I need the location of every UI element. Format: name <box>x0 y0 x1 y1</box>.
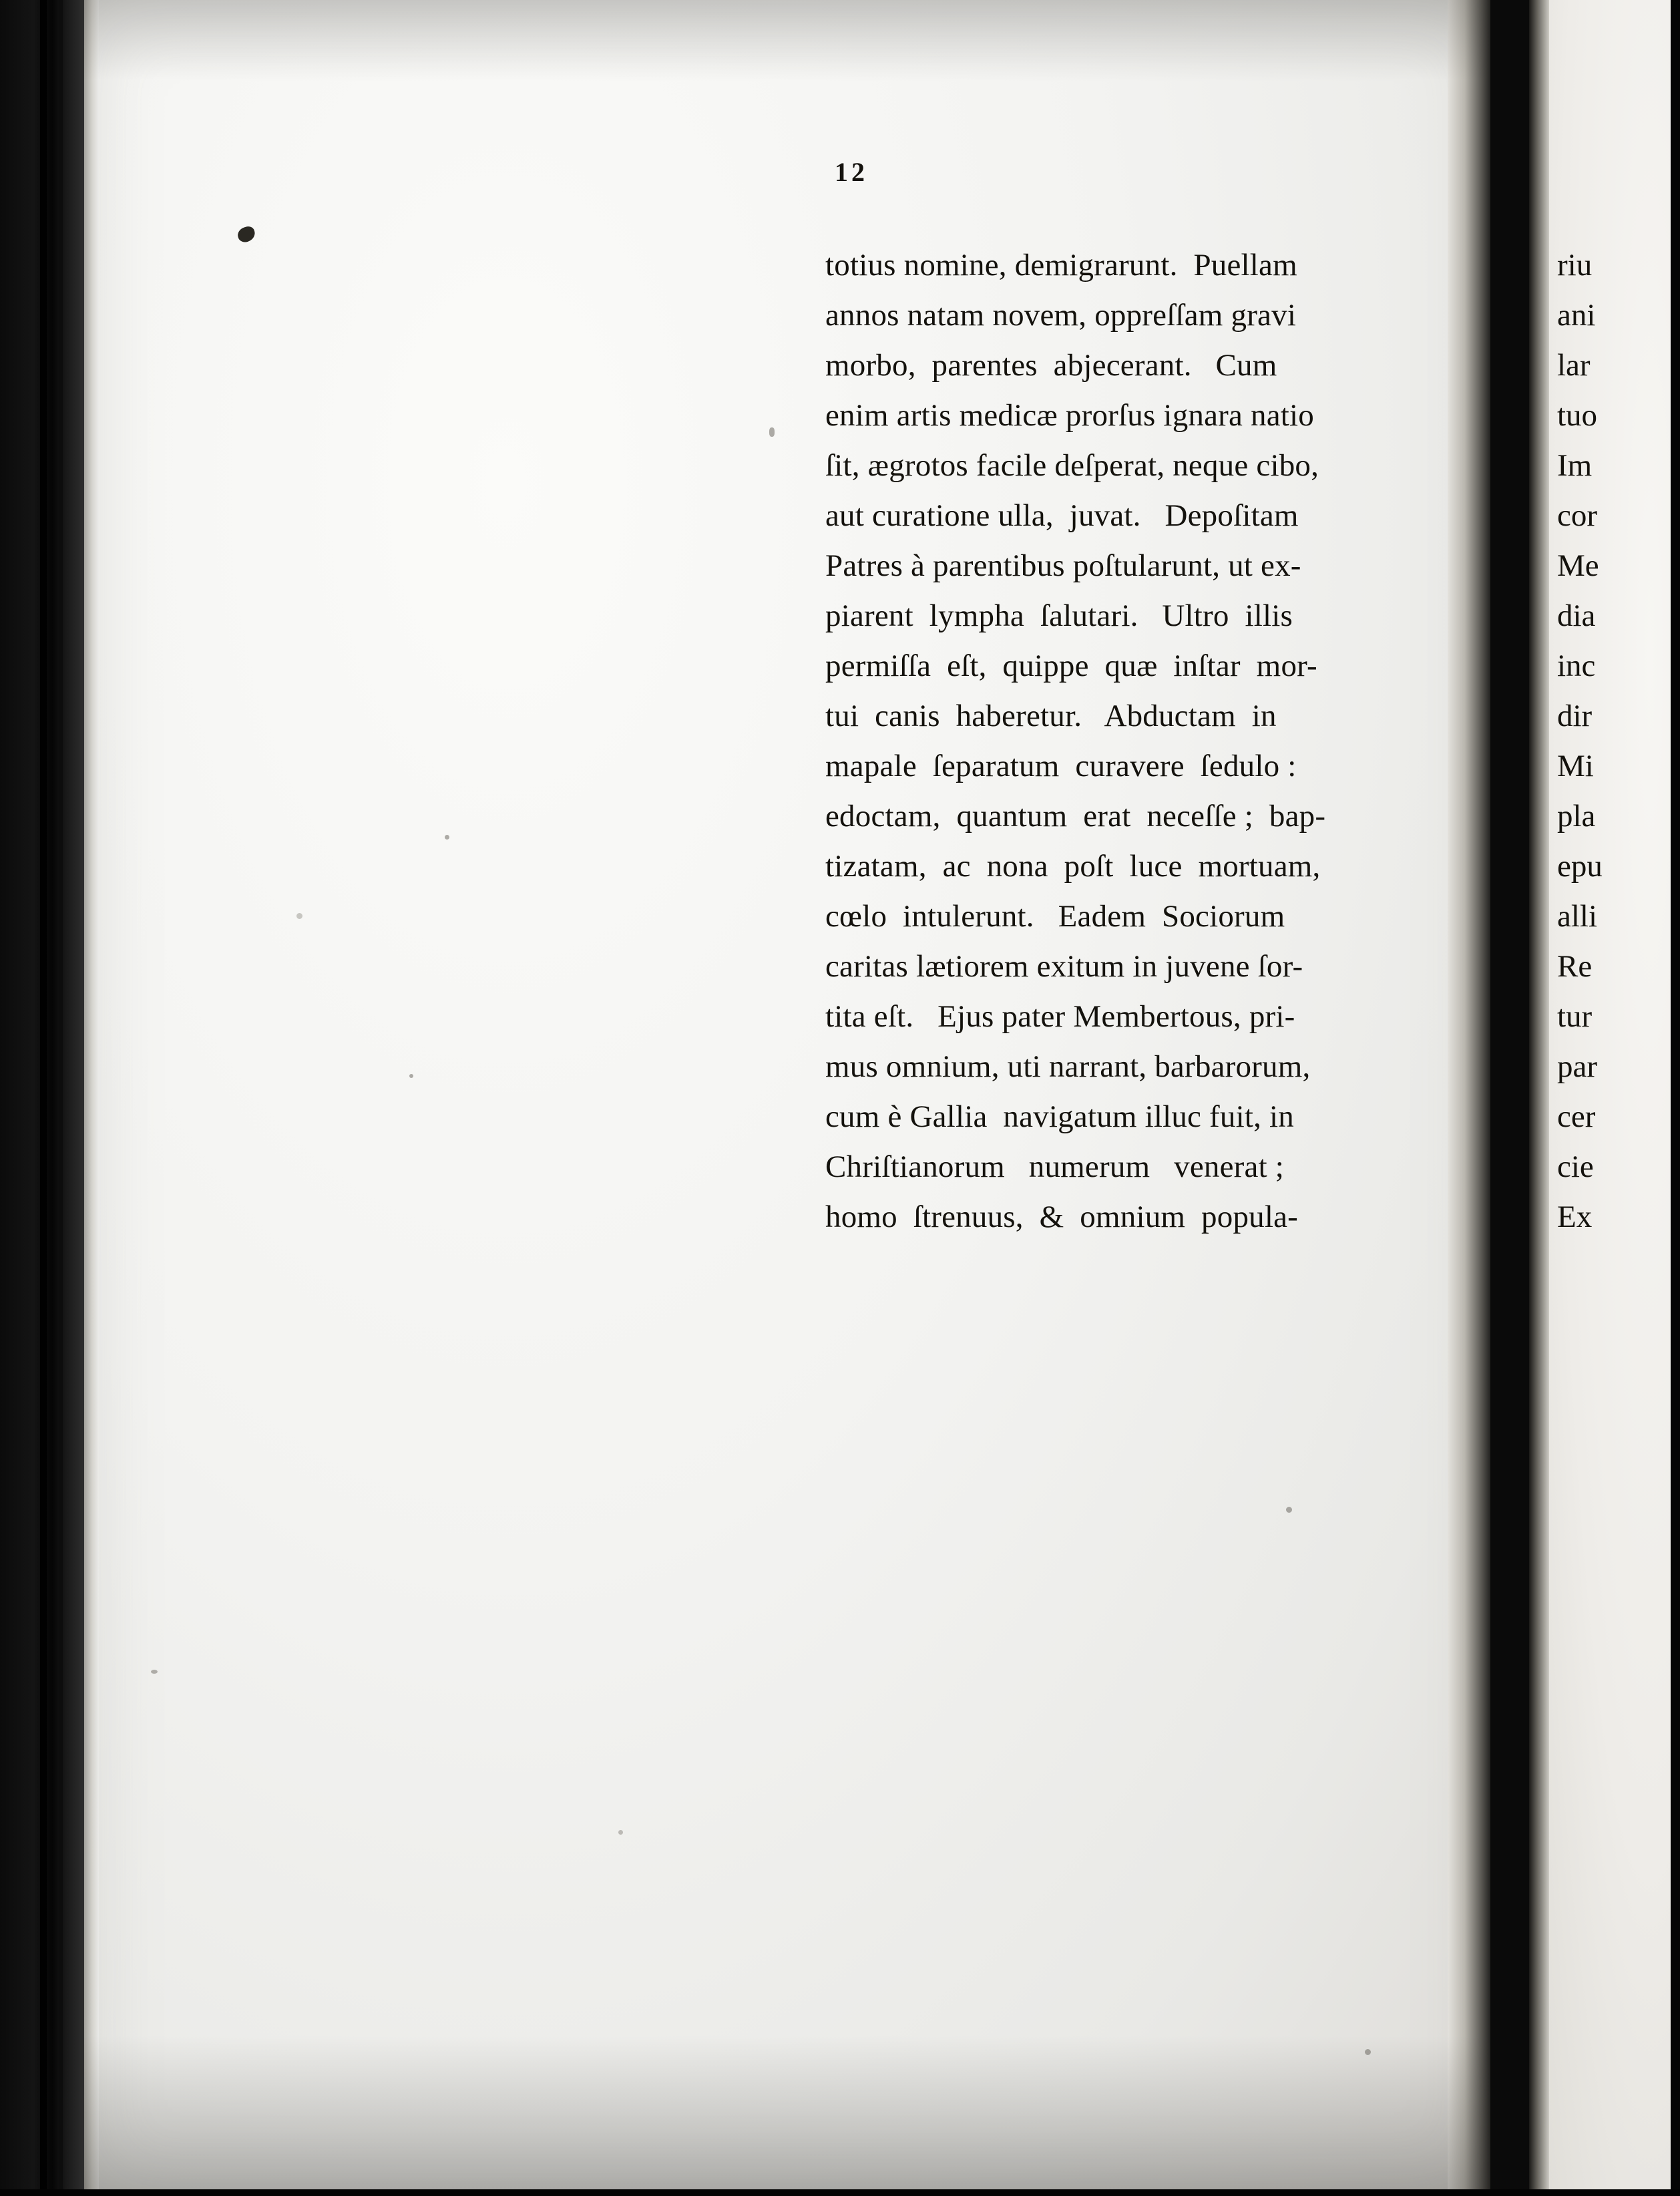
facing-text-line: par <box>1557 1049 1598 1084</box>
left-page-leaf <box>84 0 1490 2196</box>
facing-text-line: Re <box>1557 949 1593 984</box>
facing-text-line: riu <box>1557 248 1593 283</box>
text-line: edoctam, quantum erat neceſſe ; bap- <box>825 799 1326 834</box>
gutter-dark-band-outer <box>40 0 47 2196</box>
text-line: aut curatione ulla, juvat. Depoſitam <box>825 498 1299 533</box>
page-bottom-shadow <box>84 2036 1490 2196</box>
scan-bottom-border <box>0 2189 1680 2196</box>
facing-page-text-block <box>1557 240 1680 1242</box>
facing-text-line: cer <box>1557 1099 1596 1134</box>
paper-speck <box>296 913 302 919</box>
facing-text-line: Mi <box>1557 749 1594 783</box>
paper-speck <box>445 835 449 840</box>
text-line: tita eſt. Ejus pater Membertous, pri- <box>825 999 1295 1034</box>
text-line: totius nomine, demigrarunt. Puellam <box>825 248 1297 283</box>
paper-speck <box>618 1830 623 1835</box>
facing-text-line: epu <box>1557 849 1603 884</box>
facing-text-line: lar <box>1557 348 1591 383</box>
facing-text-line: cor <box>1557 498 1598 533</box>
facing-text-line: tur <box>1557 999 1593 1034</box>
body-text-block <box>825 240 1613 1242</box>
text-line: tui canis haberetur. Abductam in <box>825 699 1277 733</box>
facing-text-line: ani <box>1557 298 1596 333</box>
text-line: cœlo intulerunt. Eadem Sociorum <box>825 899 1285 934</box>
facing-text-line: alli <box>1557 899 1598 934</box>
facing-text-line: Im <box>1557 448 1593 483</box>
facing-page-fold-shadow <box>1529 0 1549 2196</box>
scan-right-border <box>1671 0 1680 2196</box>
facing-text-line: Ex <box>1557 1200 1593 1234</box>
text-line: ſit, ægrotos facile deſperat, neque cibo, <box>825 448 1319 483</box>
facing-text-line: cie <box>1557 1149 1594 1184</box>
text-line: morbo, parentes abjecerant. Cum <box>825 348 1277 383</box>
page-top-shadow <box>84 0 1490 80</box>
paper-speck <box>151 1670 158 1674</box>
page-number: 12 <box>835 157 868 187</box>
facing-page-fragment <box>1529 0 1680 2196</box>
paper-speck <box>1365 2049 1371 2055</box>
gutter-dark-band-inner <box>59 0 63 2196</box>
text-line: cum è Gallia navigatum illuc fuit, in <box>825 1099 1294 1134</box>
text-line: piarent lympha ſalutari. Ultro illis <box>825 598 1293 633</box>
paper-speck <box>769 427 775 437</box>
facing-text-line: pla <box>1557 799 1596 834</box>
text-line: mapale ſeparatum curavere ſedulo : <box>825 749 1297 783</box>
facing-text-line: dir <box>1557 699 1593 733</box>
text-line: permiſſa eſt, quippe quæ inſtar mor- <box>825 649 1317 683</box>
text-line: annos natam novem, oppreſſam gravi <box>825 298 1297 333</box>
ink-blot-mark <box>236 225 257 244</box>
text-line: Patres à parentibus poſtularunt, ut ex- <box>825 548 1301 583</box>
text-line: enim artis medicæ prorſus ignara natio <box>825 398 1314 433</box>
paper-speck <box>1286 1507 1292 1513</box>
facing-text-line: tuo <box>1557 398 1598 433</box>
page-inner-edge-shadow <box>84 0 99 2196</box>
text-line: caritas lætiorem exitum in juvene ſor- <box>825 949 1303 984</box>
paper-speck <box>409 1074 413 1078</box>
text-line: tizatam, ac nona poſt luce mortuam, <box>825 849 1321 884</box>
text-line: mus omnium, uti narrant, barbarorum, <box>825 1049 1311 1084</box>
facing-text-line: dia <box>1557 598 1596 633</box>
facing-text-line: Me <box>1557 548 1599 583</box>
text-line: Chriſtianorum numerum venerat ; <box>825 1149 1285 1184</box>
text-line: homo ſtrenuus, & omnium popula- <box>825 1200 1299 1234</box>
facing-text-line: inc <box>1557 649 1596 683</box>
